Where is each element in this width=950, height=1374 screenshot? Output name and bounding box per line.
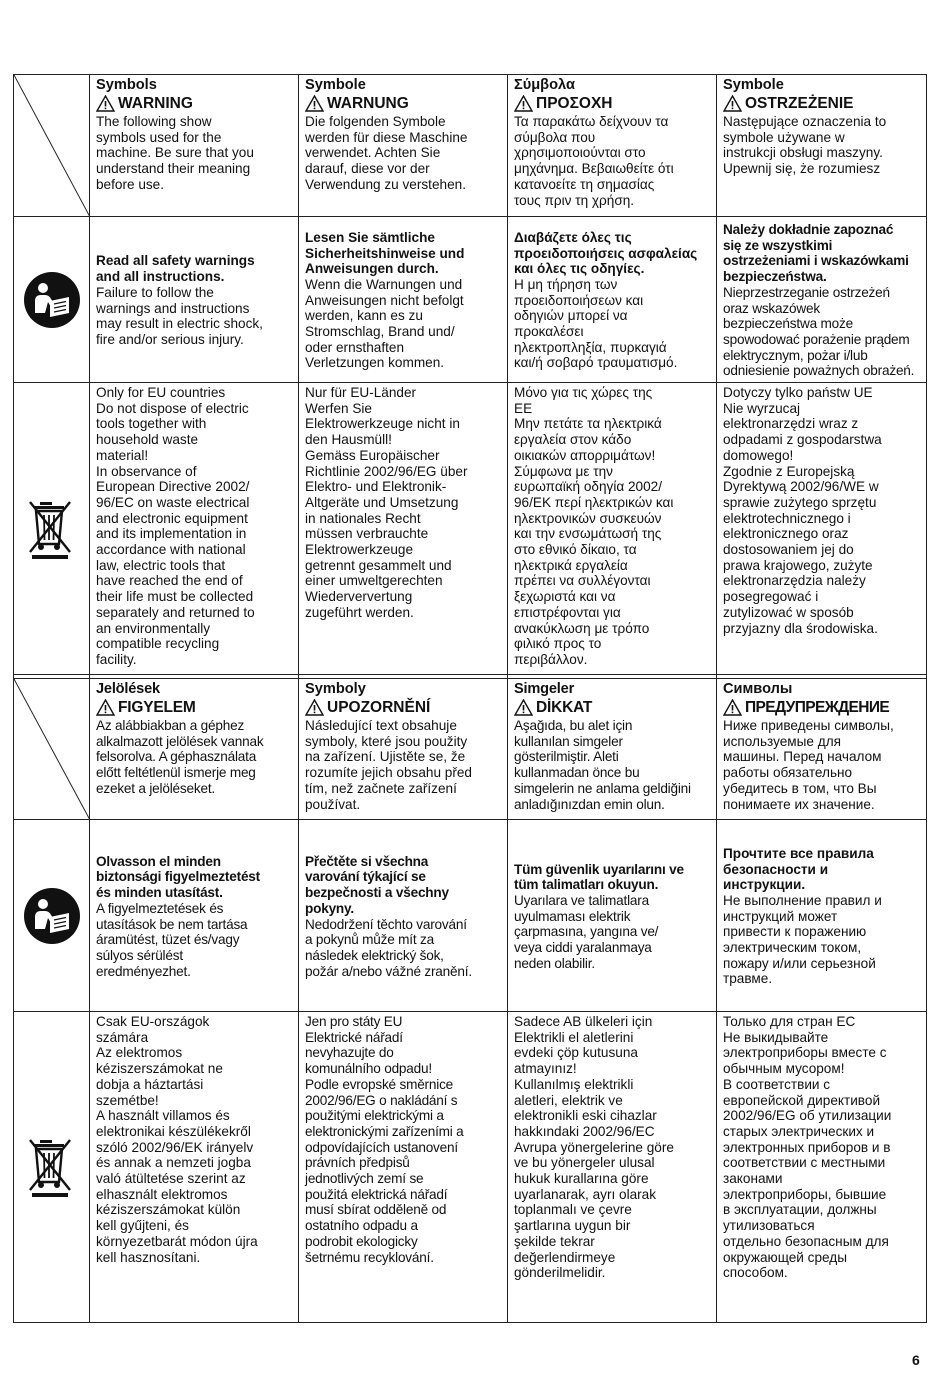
cell-title: Symbole	[723, 77, 784, 93]
cell-tr	[508, 679, 717, 820]
warning-heading	[723, 698, 922, 717]
cell-text: Následující text obsahuje symboly, které jsou použity na zařízení. Ujistěte se, že rozumíte jejich obsahu před tím, než začnete zařízení používat.	[305, 718, 472, 812]
cell-el	[508, 217, 717, 383]
cell-text: Wenn die Warnungen und Anweisungen nicht befolgt werden, kann es zu Stromschlag, Brand und/ oder ernsthaften Verletzungen kommen.	[305, 276, 464, 371]
diagonal-line	[14, 679, 90, 820]
cell-text: Nur für EU-Länder Werfen Sie Elektrowerkzeuge nicht in den Hausmüll! Gemäss Europäischer Richtlinie 2002/96/EG über Elektro- und Elektronik- Altgeräte und Umsetzung in nationales Recht müssen verbrauchte Elektrowerkzeuge getrennt gesammelt und einer umweltgerechten Wiederververtung zugeführt werden.	[305, 385, 468, 620]
cell-bold-text: Olvasson el minden biztonsági figyelmeztetést és minden utasítást.	[96, 853, 260, 901]
cell-bold-text: Прочтите все правила безопасности и инструкции.	[723, 845, 874, 893]
warning-heading	[96, 698, 294, 717]
table-row	[14, 820, 927, 1012]
cell-text: Die folgenden Symbole werden für diese Maschine verwendet. Achten Sie darauf, diese vor der Verwendung zu verstehen.	[305, 114, 468, 192]
cell-text: Τα παρακάτω δείχνουν τα σύμβολα που χρησιμοποιούνται στο μηχάνημα. Βεβαιωθείτε ότι κατανοείτε τη σημασίας τους πριν τη χρήση.	[514, 114, 674, 208]
cell-text: Не выполнение правил и инструкций может привести к поражению электрическим током, пожару и/или серьезной травме.	[723, 892, 882, 987]
warning-label: UPOZORNĚNÍ	[327, 699, 431, 716]
cell-bold-text: Read all safety warnings and all instructions.	[96, 253, 255, 285]
cell-text: Nieprzestrzeganie ostrzeżeń oraz wskazówek bezpieczeństwa może spowodować porażenie prądem elektrycznym, pożar i/lub odniesienie poważnych obrażeń.	[723, 284, 915, 379]
warning-triangle-icon	[96, 699, 115, 716]
warning-label: WARNING	[118, 95, 193, 112]
symbol-cell	[14, 820, 90, 1012]
cell-text: The following show symbols used for the machine. Be sure that you understand their meaning before use.	[96, 114, 254, 192]
cell-title: Σύμβολα	[514, 77, 575, 93]
diagonal-line	[14, 75, 90, 217]
empty-symbol-cell	[14, 679, 90, 820]
cell-ru	[717, 679, 927, 820]
warning-label: WARNUNG	[327, 95, 409, 112]
table-row	[14, 1012, 927, 1323]
symbol-cell	[14, 383, 90, 675]
warning-triangle-icon	[723, 95, 742, 112]
cell-text: Failure to follow the warnings and instructions may result in electric shock, fire and/or serious injury.	[96, 284, 263, 347]
table-row	[14, 679, 927, 820]
crossed-bin-icon	[26, 1136, 78, 1198]
warning-label: FIGYELEM	[118, 699, 196, 716]
cell-tr	[508, 1012, 717, 1323]
read-manual-icon	[23, 271, 81, 329]
cell-bold-text: Należy dokładnie zapoznać się ze wszystkimi ostrzeżeniami i wskazówkami bezpieczeństwa.	[723, 221, 909, 285]
cell-hu	[90, 820, 299, 1012]
cell-text: Nedodržení těchto varování a pokynů může mít za následek elektrický šok, požár a/nebo vážné zranění.	[305, 916, 472, 979]
symbols-table	[13, 74, 927, 1323]
warning-heading	[514, 698, 712, 717]
warning-triangle-icon	[514, 95, 533, 112]
cell-bold-text: Tüm güvenlik uyarılarını ve tüm talimatları okuyun.	[514, 861, 684, 893]
cell-title: Jelölések	[96, 681, 160, 697]
cell-text: Dotyczy tylko państw UE Nie wyrzucaj elektronarzędzi wraz z odpadami z gospodarstwa domowego! Zgodnie z Europejską Dyrektywą 2002/96/WE w sprawie zużytego sprzętu elektrotechnicznego i elektronicznego oraz dostosowaniem jej do prawa krajowego, zużyte elektronarzędzia należy posegregować i zutylizować w sposób przyjazny dla środowiska.	[723, 385, 882, 636]
cell-bold-text: Přečtěte si všechna varování týkající se bezpečnosti a všechny pokyny.	[305, 853, 449, 916]
cell-title: Symboly	[305, 681, 366, 697]
cell-pl	[717, 75, 927, 217]
cell-de	[299, 75, 508, 217]
empty-symbol-cell	[14, 75, 90, 217]
cell-en	[90, 75, 299, 217]
cell-text: Только для стран ЕС Не выкидывайте электроприборы вместе с обычным мусором! В соответствии с европейской директивой 2002/96/EG об утилизации старых электрических и электронных приборов и в соответствии с местными законами электроприборы, бывшие в эксплуатации, должны утилизоваться отдельно безопасным для окружающей среды способом.	[723, 1014, 892, 1281]
cell-text: Csak EU-országok számára Az elektromos kéziszerszámokat ne dobja a háztartási szemétbe! A használt villamos és elektronikai készülékekről szóló 2002/96/EK irányelv és annak a nemzeti jogba való átültetése szerint az elhasznált elektromos kéziszerszámokat külön kell gyűjteni, és környezetbarát módon újra kell hasznosítani.	[96, 1014, 258, 1265]
warning-label: DİKKAT	[536, 699, 593, 716]
crossed-bin-icon	[26, 498, 78, 560]
warning-heading	[96, 94, 294, 113]
page-number: 6	[912, 1352, 920, 1368]
cell-ru	[717, 820, 927, 1012]
cell-text: Sadece AB ülkeleri için Elektrikli el aletlerini evdeki çöp kutusuna atmayınız! Kullanılmış elektrikli aletleri, elektrik ve elektronikli eski cihazlar hakkındaki 2002/96/EC Avrupa yönergelerine göre ve bu yönergeler ulusal hukuk kurallarına göre uyarlanarak, ayrı olarak toplanmalı ve çevre şartlarına uygun bir şekilde tekrar değerlendirmeye gönderilmelidir.	[514, 1014, 674, 1281]
cell-text: Jen pro státy EU Elektrické nářadí nevyhazujte do komunálního odpadu! Podle evropské směrnice 2002/96/EG o nakládání s použitými elektrickými a elektronickými zařízeními a odpovídajících ustanovení právních předpisů jednotlivých zemí se použitá elektrická nářadí musí sbírat odděleně od ostatního odpadu a podrobit ekologicky šetrnému recyklování.	[305, 1014, 464, 1265]
table-row	[14, 383, 927, 675]
cell-hu	[90, 1012, 299, 1323]
warning-heading	[723, 94, 922, 113]
cell-text: Η μη τήρηση των προειδοποιήσεων και οδηγιών μπορεί να προκαλέσει ηλεκτροπληξία, πυρκαγιά και/ή σοβαρό τραυματισμό.	[514, 276, 678, 371]
cell-text: Μόνο για τις χώρες της ΕΕ Μην πετάτε τα ηλεκτρικά εργαλεία στον κάδο οικιακών απορριμάτων! Σύμφωνα με την ευρωπαϊκή οδηγία 2002/ 96/ΕΚ περί ηλεκτρικών και ηλεκτρονικών συσκευών και την ενσωμάτωσή της στο εθνικό δίκαιο, τα ηλεκτρικά εργαλεία πρέπει να συλλέγονται ξεχωριστά και να επιστρέφονται για ανακύκλωση με τρόπο φιλικό προς το περιβάλλον.	[514, 385, 674, 667]
warning-triangle-icon	[305, 699, 324, 716]
table-row	[14, 217, 927, 383]
warning-label: ПРЕДУПРЕЖДЕНИЕ	[745, 699, 890, 716]
cell-text: Only for EU countries Do not dispose of electric tools together with household waste material! In observance of European Directive 2002/ 96/EC on waste electrical and electronic equipment and its implementation in accordance with national law, electric tools that have reached the end of their life must be collected separately and returned to an environmentally compatible recycling facility.	[96, 385, 255, 667]
symbol-cell	[14, 217, 90, 383]
cell-text: Ниже приведены символы, используемые для машины. Перед началом работы обязательно убедитесь в том, что Вы понимаете их значение.	[723, 718, 894, 812]
cell-title: Symbols	[96, 77, 157, 93]
cell-text: Az alábbiakban a géphez alkalmazott jelölések vannak felsorolva. A géphasználata előtt feltétlenül ismerje meg ezeket a jelöléseket.	[96, 718, 264, 796]
cell-title: Simgeler	[514, 681, 575, 697]
warning-heading	[305, 698, 503, 717]
cell-bold-text: Διαβάζετε όλες τις προειδοποιήσεις ασφαλείας και όλες τις οδηγίες.	[514, 229, 698, 277]
cell-de	[299, 217, 508, 383]
read-manual-icon	[23, 887, 81, 945]
cell-en	[90, 217, 299, 383]
cell-text: Następujące oznaczenia to symbole używane w instrukcji obsługi maszyny. Upewnij się, że rozumiesz	[723, 114, 887, 177]
warning-heading	[514, 94, 712, 113]
cell-el	[508, 75, 717, 217]
cell-pl	[717, 217, 927, 383]
cell-de	[299, 383, 508, 675]
cell-en	[90, 383, 299, 675]
warning-triangle-icon	[96, 95, 115, 112]
cell-bold-text: Lesen Sie sämtliche Sicherheitshinweise und Anweisungen durch.	[305, 229, 465, 277]
cell-title: Symbole	[305, 77, 366, 93]
table-row	[14, 75, 927, 217]
warning-label: ΠΡΟΣΟΧΗ	[536, 95, 613, 112]
cell-text: Aşağıda, bu alet için kullanılan simgeler gösterilmiştir. Aleti kullanmadan önce bu simgelerin ne anlama geldiğini anladığınızdan emin olun.	[514, 718, 691, 812]
cell-hu	[90, 679, 299, 820]
symbol-cell	[14, 1012, 90, 1323]
warning-heading	[305, 94, 503, 113]
cell-el	[508, 383, 717, 675]
cell-cs	[299, 679, 508, 820]
cell-text: A figyelmeztetések és utasítások be nem tartása áramütést, tüzet és/vagy súlyos sérülést eredményezhet.	[96, 900, 248, 979]
cell-ru	[717, 1012, 927, 1323]
cell-tr	[508, 820, 717, 1012]
warning-label: OSTRZEŻENIE	[745, 95, 854, 112]
cell-pl	[717, 383, 927, 675]
warning-triangle-icon	[723, 699, 742, 716]
cell-title: Символы	[723, 681, 793, 697]
cell-text: Uyarılara ve talimatlara uyulmaması elektrik çarpmasına, yangına ve/ veya ciddi yaralanmaya neden olabilir.	[514, 892, 659, 971]
warning-triangle-icon	[514, 699, 533, 716]
cell-cs	[299, 1012, 508, 1323]
warning-triangle-icon	[305, 95, 324, 112]
cell-cs	[299, 820, 508, 1012]
